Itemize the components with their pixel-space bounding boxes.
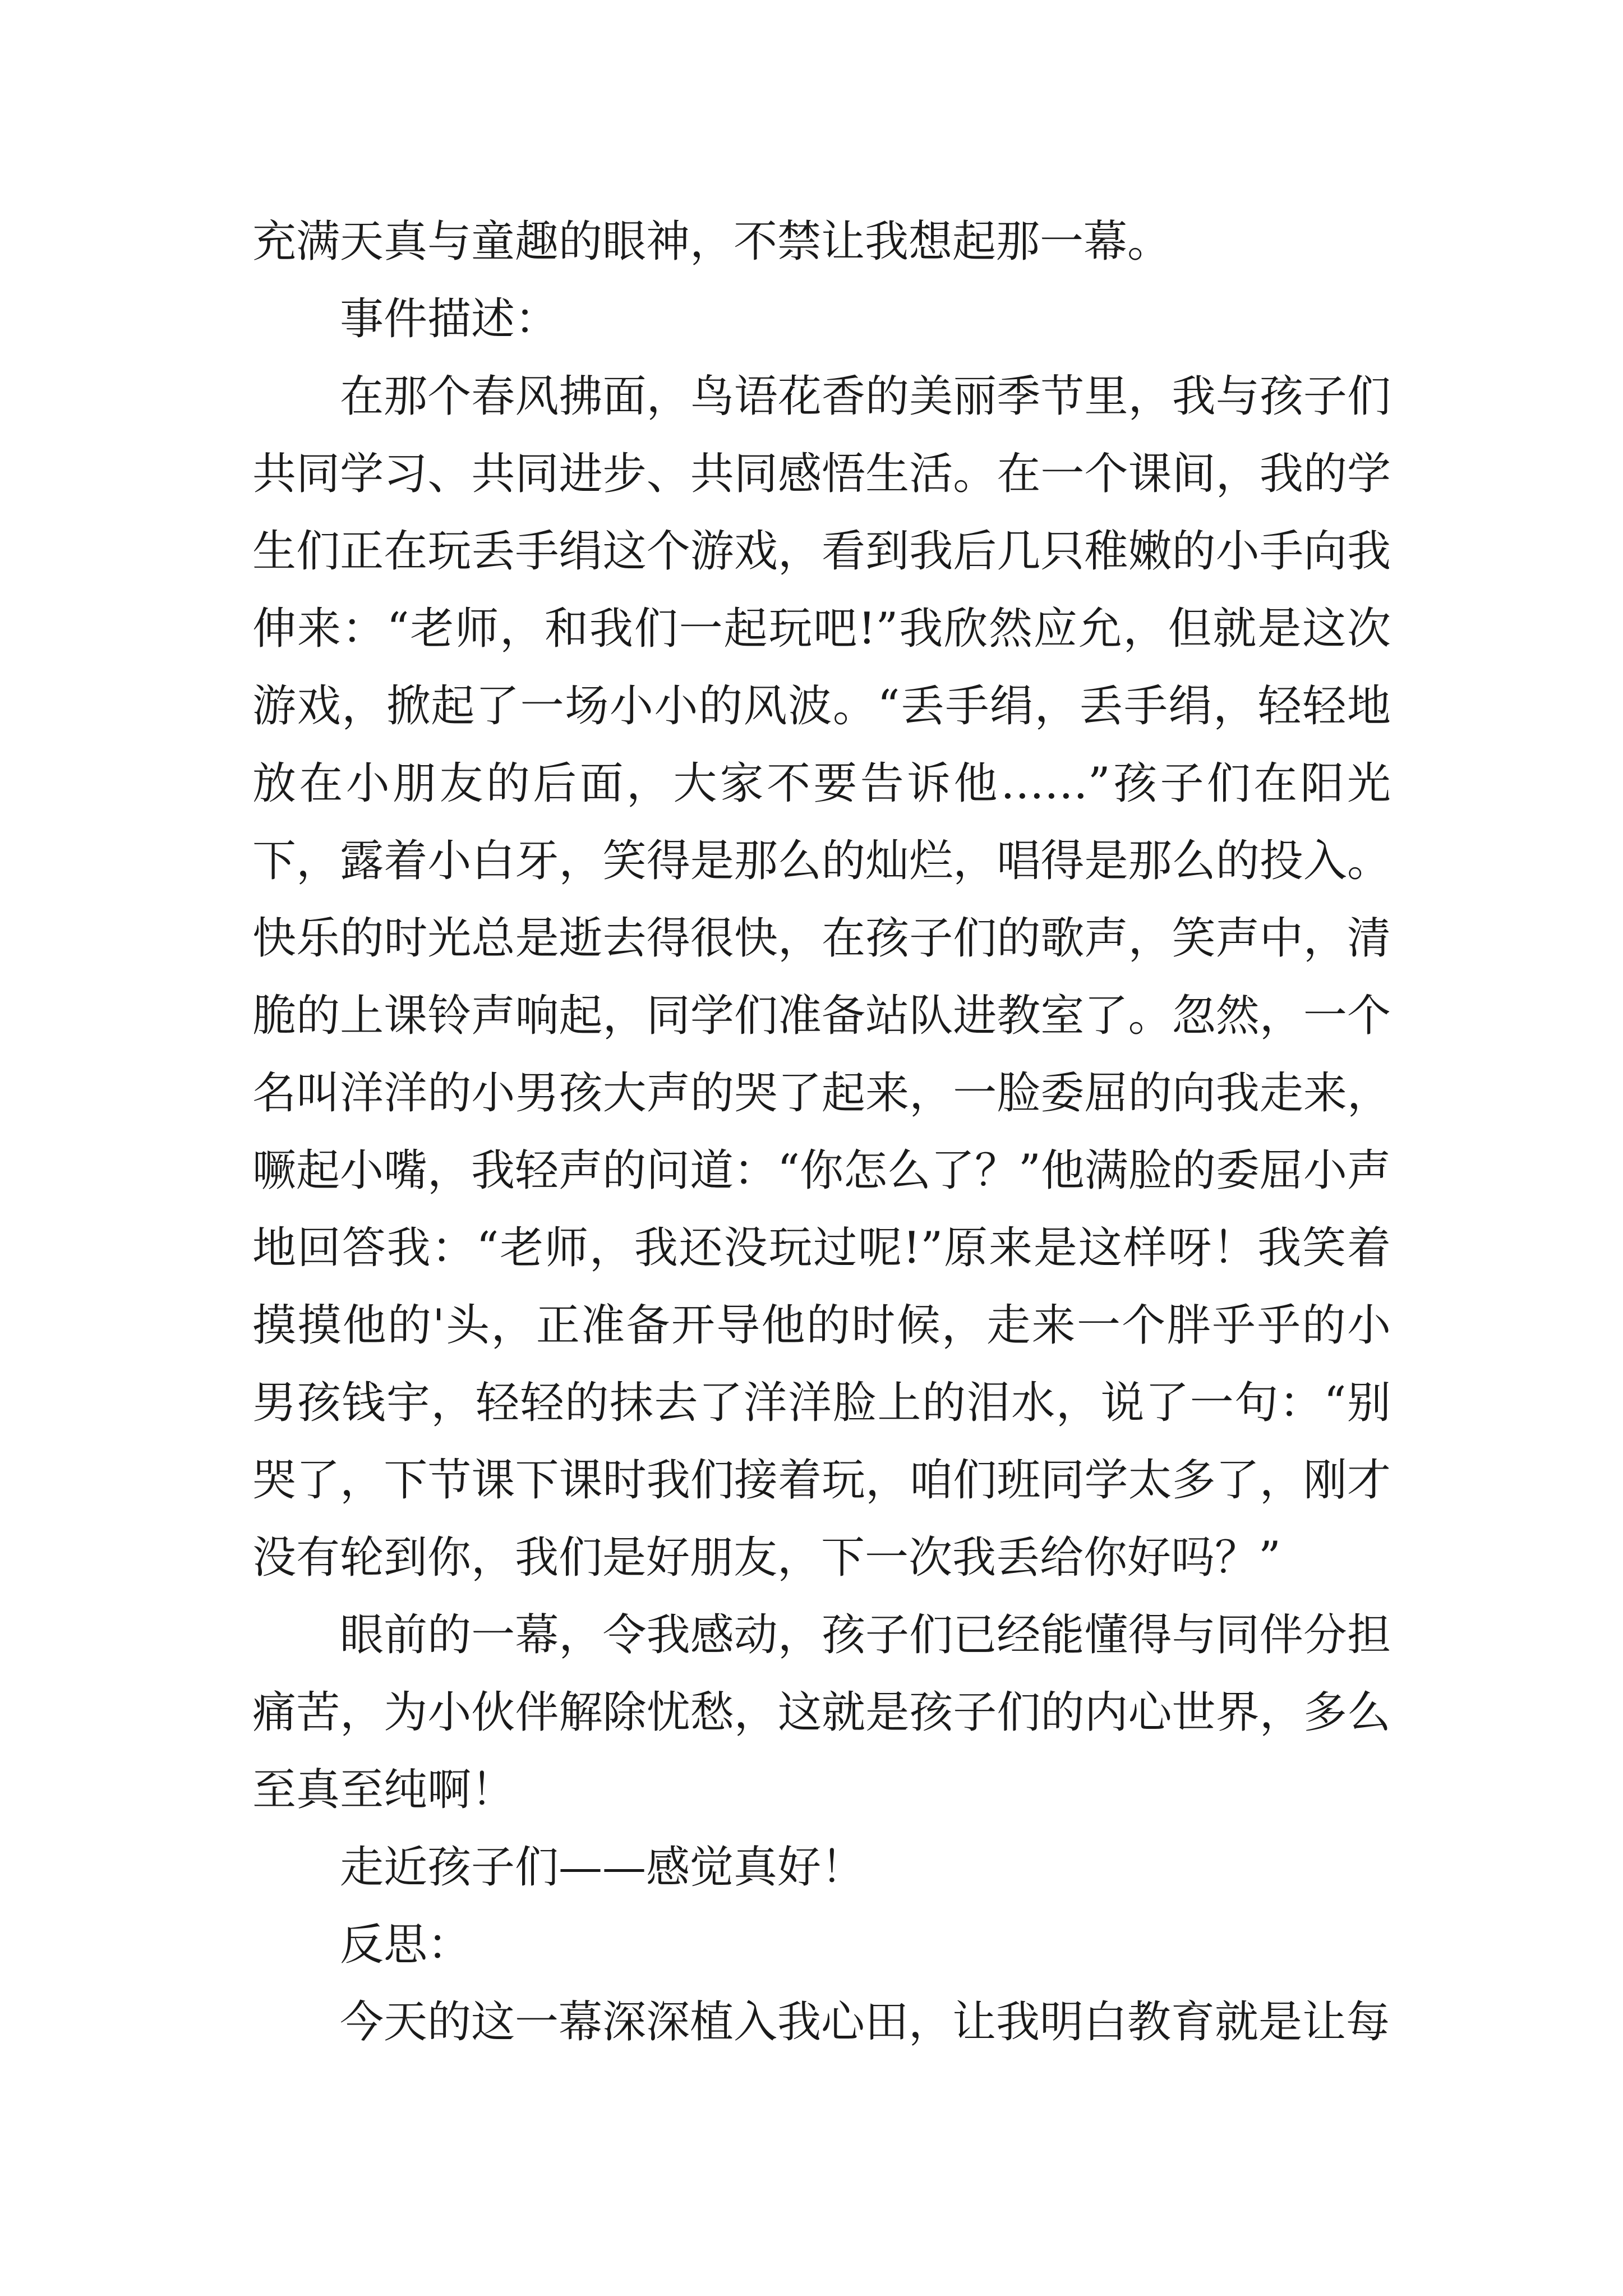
paragraph-continued: 充满天真与童趣的眼神，不禁让我想起那一幕。 [252,217,1172,267]
paragraph-event-heading: 事件描述： [340,294,559,344]
body-text [252,203,1391,2061]
paragraph-closing-line: 走近孩子们——感觉真好！ [340,1842,865,1893]
paragraph-reflection-heading: 反思： [340,1920,472,1970]
paragraph-event-story: 在那个春风拂面，鸟语花香的美丽季节里，我与孩子们共同学习、共同进步、共同感悟生活。在一个课间，我的学生们正在玩丢手绢这个游戏，看到我后几只稚嫩的小手向我伸来：“老师，和我们一起玩吧!”我欣然应允，但就是这次游戏，掀起了一场小小的风波。“丢手绢，丢手绢，轻轻地放在小朋友的后面，大家不要告诉他……”孩子们在阳光下，露着小白牙，笑得是那么的灿烂，唱得是那么的投入。快乐的时光总是逝去得很快，在孩子们的歌声，笑声中，清脆的上课铃声响起，同学们准备站队进教室了。忽然，一个名叫洋洋的小男孩大声的哭了起来，一脸委屈的向我走来，噘起小嘴，我轻声的问道：“你怎么了？”他满脸的委屈小声地回答我：“老师，我还没玩过呢!”原来是这样呀！我笑着摸摸他的'头，正准备开导他的时候，走来一个胖乎乎的小男孩钱宇，轻轻的抹去了洋洋脸上的泪水，说了一句：“别哭了，下节课下课时我们接着玩，咱们班同学太多了，刚才没有轮到你，我们是好朋友，下一次我丢给你好吗？” [252,371,1391,1583]
paragraph-reflection-start: 今天的这一幕深深植入我心田，让我明白教育就是让每 [340,1997,1390,2047]
paragraph-reflection-moved: 眼前的一幕，令我感动，孩子们已经能懂得与同伴分担痛苦，为小伙伴解除忧愁，这就是孩子们的内心世界，多么至真至纯啊！ [252,1610,1391,1815]
